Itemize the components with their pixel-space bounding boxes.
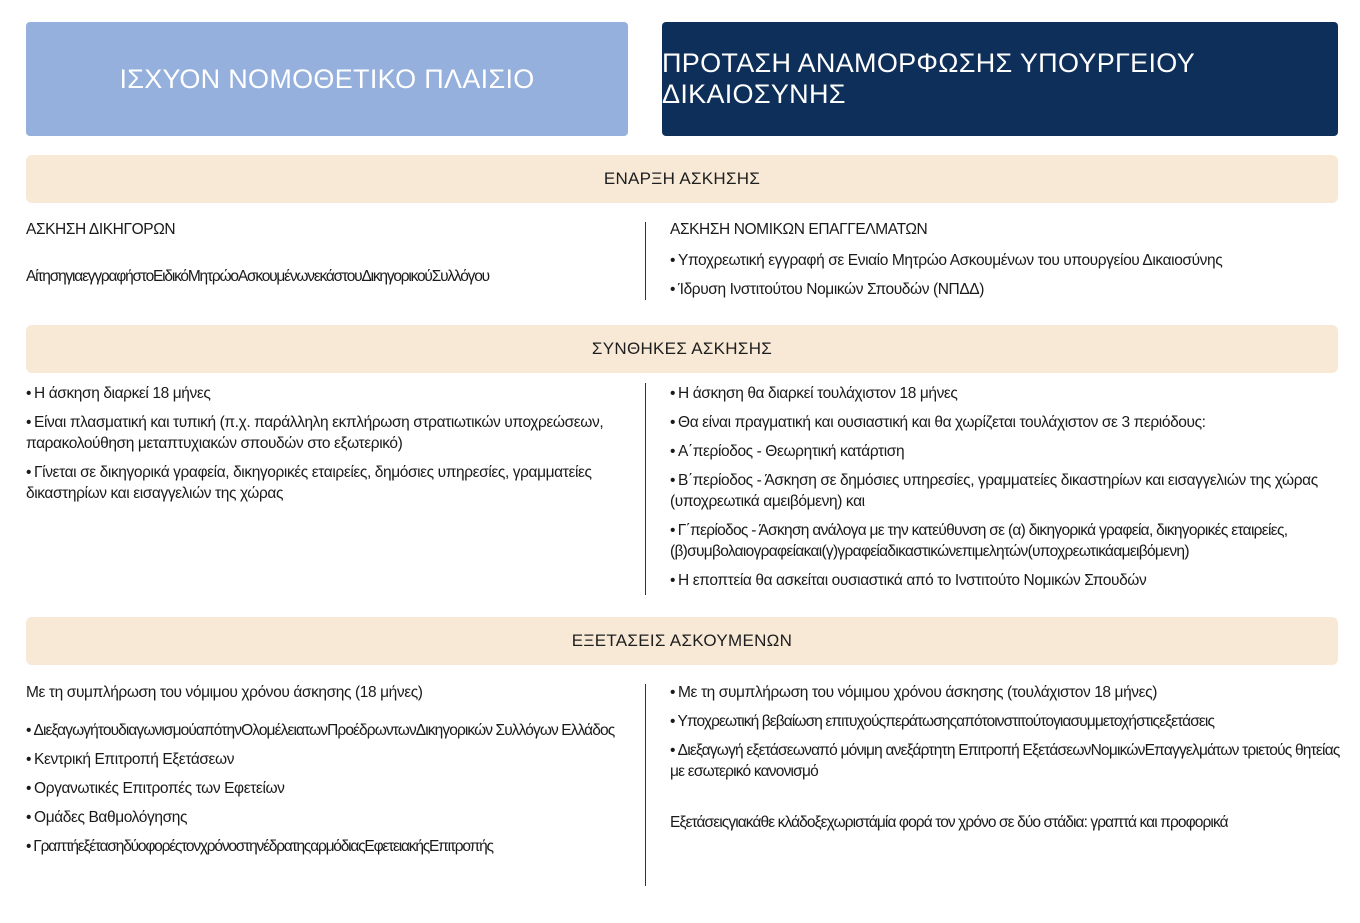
list-item: • Οργανωτικές Επιτροπές των Εφετείων	[26, 778, 626, 799]
registration-application-text: ΑίτησηγιαεγγραφήστοΕιδικόΜητρώοΑσκουμένωνεκάστουΔικηγορικούΣυλλόγου	[26, 268, 489, 285]
list-item: • Η άσκηση διαρκεί 18 μήνες	[26, 383, 626, 404]
list-item: • Ίδρυση Ινστιτούτου Νομικών Σπουδών (ΝΠΔΔ)	[670, 279, 1342, 300]
list-item: • Είναι πλασματική και τυπική (π.χ. παράλληλη εκπλήρωση στρατιωτικών υποχρεώσεων, παρακολούθηση μεταπτυχιακών σπουδών στο εξωτερικό)	[26, 412, 626, 454]
section-exams-title: ΕΞΕΤΑΣΕΙΣ ΑΣΚΟΥΜΕΝΩΝ	[571, 631, 793, 650]
list-item: • ΔιεξαγωγήτουδιαγωνισμούαπότηνΟλομέλειατωνΠροέδρωντωνΔικηγορικών Συλλόγων Ελλάδος	[26, 720, 626, 741]
list-item: • Με τη συμπλήρωση του νόμιμου χρόνου άσκησης (τουλάχιστον 18 μήνες)	[670, 682, 1342, 703]
list-item: • Η άσκηση θα διαρκεί τουλάχιστον 18 μήνες	[670, 383, 1342, 404]
lawyers-training-heading: ΑΣΚΗΣΗ ΔΙΚΗΓΟΡΩΝ	[26, 221, 176, 238]
list-item: • Υποχρεωτική βεβαίωση επιτυχούςπεράτωσηςαπότοινστιτούτογιασυμμετοχήστιςεξετάσεις	[670, 711, 1342, 732]
exams-intro-text: Με τη συμπλήρωση του νόμιμου χρόνου άσκησης (18 μήνες)	[26, 684, 423, 701]
exams-schedule-text: Εξετάσειςγιακάθε κλάδοξεχωριστάμία φορά τον χρόνο σε δύο στάδια: γραπτά και προφορικά	[670, 814, 1228, 831]
start-right-column	[670, 219, 1342, 308]
section-conditions-title: ΣΥΝΘΗΚΕΣ ΑΣΚΗΣΗΣ	[591, 339, 773, 358]
section-exams-band	[26, 617, 1338, 665]
section-conditions-band	[26, 325, 1338, 373]
column-divider	[645, 383, 646, 595]
list-item: • Διεξαγωγή εξετάσεωναπό μόνιμη ανεξάρτητη Επιτροπή ΕξετάσεωνΝομικώνΕπαγγελμάτων τριετούς θητείας με εσωτερικό κανονισμό	[670, 740, 1342, 782]
current-framework-header	[26, 22, 628, 136]
list-item: • Υποχρεωτική εγγραφή σε Ενιαίο Μητρώο Ασκουμένων του υπουργείου Δικαιοσύνης	[670, 250, 1342, 271]
exams-right-column	[670, 682, 1342, 833]
list-item: • ΓραπτήεξέτασηδύοφορέςτονχρόνοστηνέδρατηςαρμόδιαςΕφετειακήςΕπιτροπής	[26, 836, 626, 857]
section-start-title: ΕΝΑΡΞΗ ΑΣΚΗΣΗΣ	[603, 169, 761, 188]
conditions-left-column	[26, 383, 626, 512]
current-framework-title: ΙΣΧΥΟΝ ΝΟΜΟΘΕΤΙΚΟ ΠΛΑΙΣΙΟ	[119, 63, 535, 94]
list-item: • Θα είναι πραγματική και ουσιαστική και θα χωρίζεται τουλάχιστον σε 3 περιόδους:	[670, 412, 1342, 433]
list-item: • Η εποπτεία θα ασκείται ουσιαστικά από το Ινστιτούτο Νομικών Σπουδών	[670, 570, 1342, 591]
start-left-column	[26, 219, 626, 287]
section-start-band	[26, 155, 1338, 203]
exams-left-column	[26, 682, 626, 865]
list-item: • Β΄περίοδος - Άσκηση σε δημόσιες υπηρεσίες, γραμματείες δικαστηρίων και εισαγγελιών της χώρας (υποχρεωτικά αμειβόμενη) και	[670, 470, 1342, 512]
column-divider	[645, 222, 646, 300]
list-item: • Α΄περίοδος - Θεωρητική κατάρτιση	[670, 441, 1342, 462]
list-item: • Γ΄περίοδος - Άσκηση ανάλογα με την κατεύθυνση σε (α) δικηγορικά γραφεία, δικηγορικές εταιρείες,(β)συμβολαιογραφείακαι(γ)γραφείαδικαστικώνεπιμελητών(υποχρεωτικάαμειβόμενη)	[670, 520, 1342, 562]
reform-proposal-title: ΠΡΟΤΑΣΗ ΑΝΑΜΟΡΦΩΣΗΣ ΥΠΟΥΡΓΕΙΟΥ ΔΙΚΑΙΟΣΥΝΗΣ	[662, 48, 1195, 109]
conditions-right-column	[670, 383, 1342, 599]
list-item: • Γίνεται σε δικηγορικά γραφεία, δικηγορικές εταιρείες, δημόσιες υπηρεσίες, γραμματείες δικαστηρίων και εισαγγελιών της χώρας	[26, 462, 626, 504]
column-divider	[645, 684, 646, 886]
list-item: • Ομάδες Βαθμολόγησης	[26, 807, 626, 828]
legal-professions-heading: ΑΣΚΗΣΗ ΝΟΜΙΚΩΝ ΕΠΑΓΓΕΛΜΑΤΩΝ	[670, 221, 928, 238]
reform-proposal-header	[662, 22, 1338, 136]
list-item: • Κεντρική Επιτροπή Εξετάσεων	[26, 749, 626, 770]
